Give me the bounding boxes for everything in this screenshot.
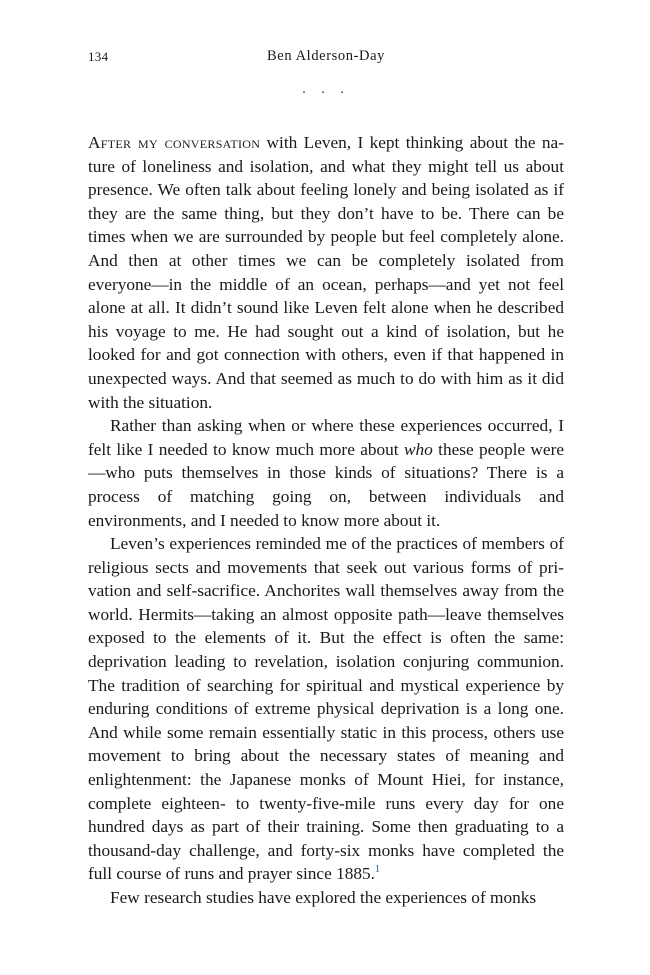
paragraph-4 <box>88 886 564 910</box>
running-head-author: Ben Alderson-Day <box>267 48 385 64</box>
paragraph-2-text-before: Rather than asking when or where these experiences occurred, I felt like I needed to know much more about <box>88 416 564 459</box>
footnote-reference[interactable]: 1 <box>374 864 380 876</box>
book-page <box>88 0 564 975</box>
paragraph-lead-smallcaps: After my conversation <box>88 133 261 152</box>
paragraph-2-text-after: these people were—who puts themselves in those kinds of situations? There is a process of matching going on, between individuals and environments, and I needed to know more about it. <box>88 439 564 530</box>
paragraph-1-text: with Leven, I kept thinking about the nature of loneliness and isolation, and what they might tell us about presence. We often talk about feeling lonely and being isolated as if they are the same thing, but they don’t have to be. There can be times when we are surrounded by people but feel completely alone. And then at other times we can be completely isolated from everyone—in the middle of an ocean, perhaps—and yet not feel alone at all. It didn’t sound like Leven felt alone when he described his voyage to me. He had sought out a kind of isolation, but he looked for and got connection with others, even if that happened in unexpected ways. And that seemed as much to do with him as it did with the situation. <box>88 133 564 412</box>
section-break: . . . <box>302 82 350 97</box>
page-number: 134 <box>88 49 109 64</box>
paragraph-4-text: Few research studies have explored the experiences of monks <box>110 888 537 907</box>
paragraph-2-emphasis: who <box>403 439 433 459</box>
paragraph-2 <box>88 414 564 532</box>
body-text <box>88 131 564 910</box>
paragraph-3 <box>88 532 564 886</box>
running-head <box>88 48 564 68</box>
paragraph-1 <box>88 131 564 414</box>
paragraph-3-text: Leven’s experiences reminded me of the practices of members of religious sects and movements that seek out various forms of privation and self-sacrifice. Anchorites wall themselves away from the world. Hermits—taking an almost opposite path—leave themselves exposed to the elements of it. But the effect is often the same: deprivation leading to revelation, isolation conjuring communion. The tradition of searching for spiritual and mystical experience by enduring conditions of extreme physical deprivation is a long one. And while some remain essentially static in this process, others use movement to bring about the necessary states of meaning and enlightenment: the Japanese monks of Mount Hiei, for instance, complete eighteen- to twenty-five-mile runs every day for one hundred days as part of their training. Some then graduating to a thousand-day challenge, and forty-six monks have completed the full course of runs and prayer since 1885. <box>88 534 564 884</box>
